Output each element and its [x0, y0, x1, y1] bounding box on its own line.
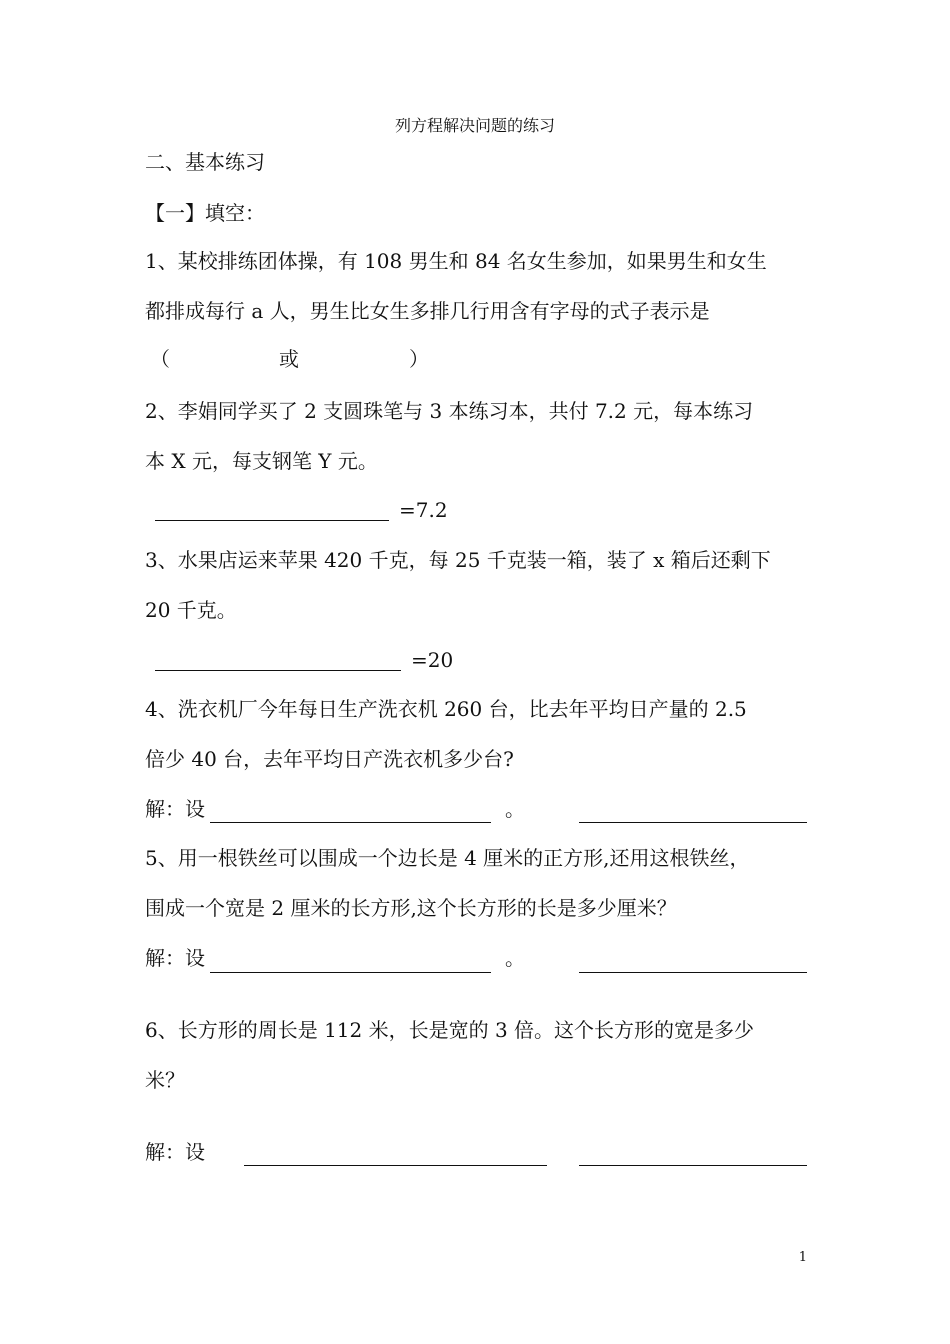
q4-solve-label: 解：设 — [145, 797, 205, 821]
q5-let-blank[interactable] — [210, 972, 491, 973]
q1-paren-close: ） — [409, 347, 429, 371]
q4-period: 。 — [505, 797, 525, 821]
q4-let-blank[interactable] — [210, 822, 491, 823]
q3-line1: 3、水果店运来苹果 420 千克，每 25 千克装一箱，装了 x 箱后还剩下 — [145, 548, 771, 572]
q3-answer-suffix: =20 — [411, 648, 454, 672]
q6-line1: 6、长方形的周长是 112 米，长是宽的 3 倍。这个长方形的宽是多少 — [145, 1018, 755, 1042]
q1-line2: 都排成每行 a 人，男生比女生多排几行用含有字母的式子表示是 — [145, 299, 710, 323]
page-title: 列方程解决问题的练习 — [394, 116, 555, 135]
q4-line1: 4、洗衣机厂今年每日生产洗衣机 260 台，比去年平均日产量的 2.5 — [145, 697, 747, 721]
q6-let-blank[interactable] — [244, 1165, 547, 1166]
q4-equation-blank[interactable] — [579, 822, 807, 823]
q3-line2: 20 千克。 — [145, 598, 237, 622]
q5-period: 。 — [505, 946, 525, 970]
subsection-heading: 【一】填空： — [145, 201, 265, 225]
q1-line1: 1、某校排练团体操，有 108 男生和 84 名女生参加，如果男生和女生 — [145, 249, 767, 273]
q2-line1: 2、李娟同学买了 2 支圆珠笔与 3 本练习本，共付 7.2 元，每本练习 — [145, 399, 754, 423]
q1-or: 或 — [279, 347, 299, 371]
q3-answer-blank[interactable] — [155, 670, 401, 671]
q4-line2: 倍少 40 台，去年平均日产洗衣机多少台? — [145, 747, 514, 771]
page-number: 1 — [798, 1250, 807, 1265]
q5-solve-label: 解：设 — [145, 946, 205, 970]
section-heading: 二、基本练习 — [145, 150, 265, 174]
q5-line1: 5、用一根铁丝可以围成一个边长是 4 厘米的正方形,还用这根铁丝， — [145, 846, 750, 870]
q6-solve-label: 解：设 — [145, 1140, 205, 1164]
q6-line2: 米？ — [145, 1068, 185, 1092]
q6-equation-blank[interactable] — [579, 1165, 807, 1166]
q2-answer-suffix: =7.2 — [399, 498, 448, 522]
q2-answer-blank[interactable] — [155, 520, 389, 521]
q2-line2: 本 X 元，每支钢笔 Y 元。 — [145, 449, 378, 473]
q1-paren-open: （ — [150, 347, 170, 371]
q5-equation-blank[interactable] — [579, 972, 807, 973]
q5-line2: 围成一个宽是 2 厘米的长方形,这个长方形的长是多少厘米？ — [145, 896, 677, 920]
